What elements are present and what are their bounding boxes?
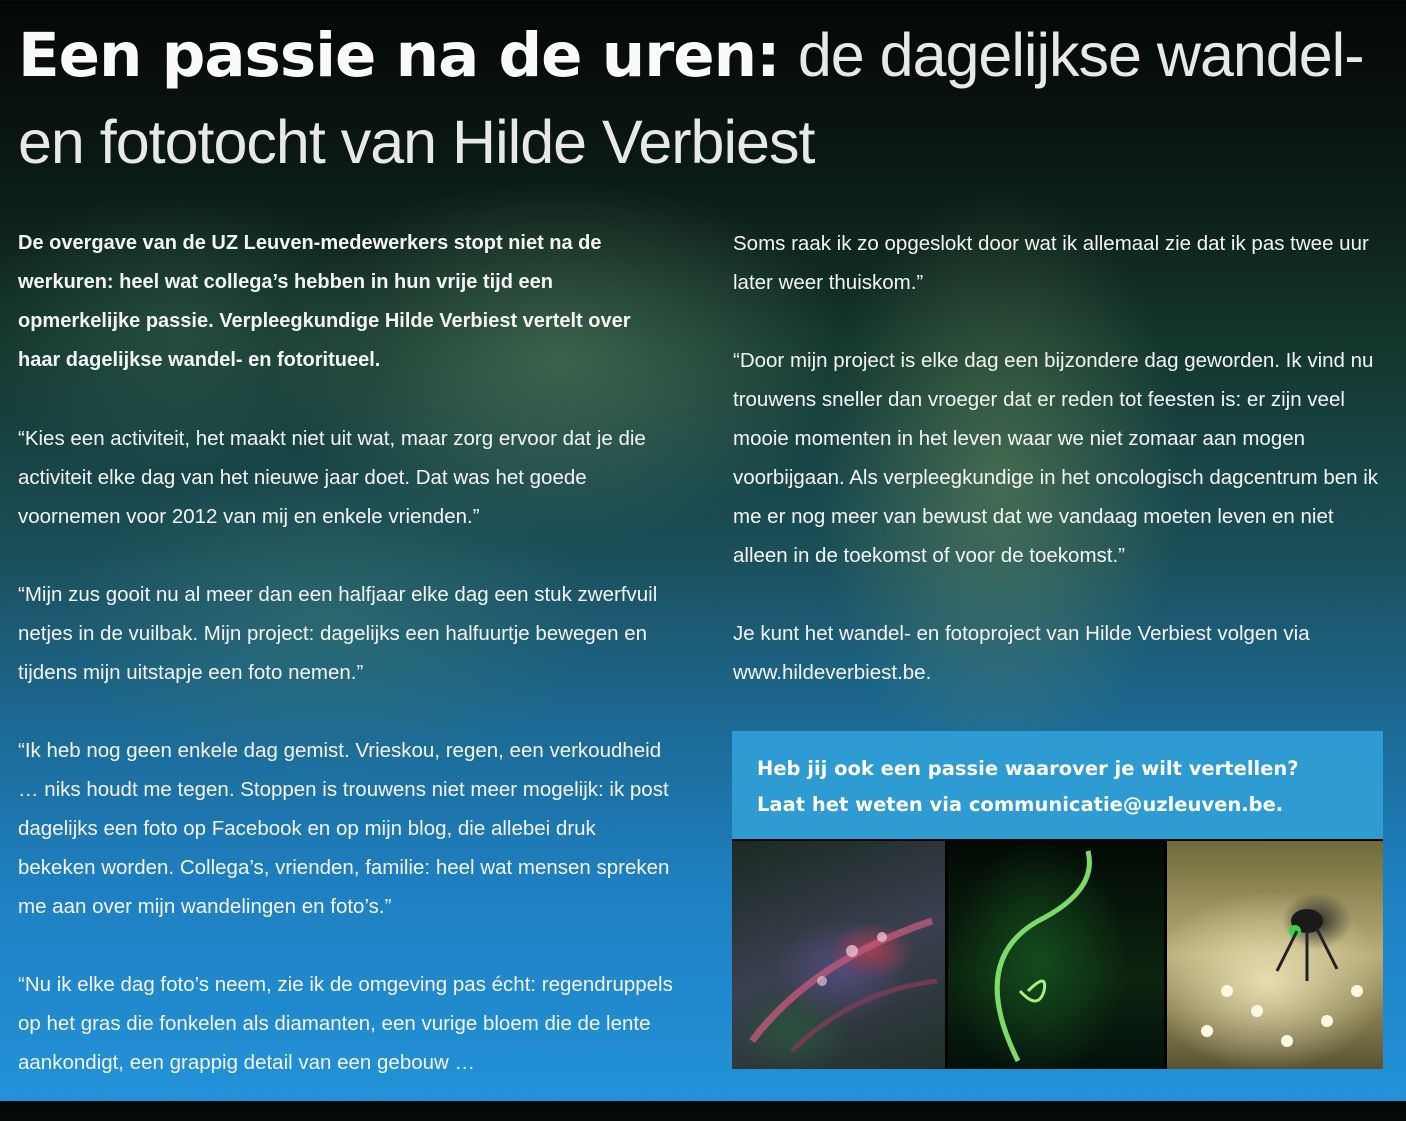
title-bold: Een passie na de uren: bbox=[18, 20, 780, 91]
paragraph: “Nu ik elke dag foto’s neem, zie ik de omgeving pas écht: regendruppels op het gras die fonkelen als diamanten, een vurige bloem die de lente aankondigt, een grappig detail van een gebouw … bbox=[18, 973, 673, 1074]
paragraph: “Door mijn project is elke dag een bijzondere dag geworden. Ik vind nu trouwens sneller dan vroeger dat er reden tot feesten is: er zijn veel mooie momenten in het leven waar we niet zomaar aan mogen voorbijgaan. Als verpleegkundige in het oncologisch dagcentrum ben ik me er nog meer van bewust dat we vandaag moeten leven en niet alleen in de toekomst of voor de toekomst.” bbox=[733, 349, 1379, 567]
photo-insect-on-flowers bbox=[1167, 841, 1383, 1069]
paragraph: “Ik heb nog geen enkele dag gemist. Vrieskou, regen, een verkoudheid … niks houdt me tegen. Stoppen is trouwens niet meer mogelijk: ik post dagelijks een foto op Facebook en op mijn blog, die allebei druk bekeken worden. Collega’s, vrienden, familie: heel wat mensen spreken me aan over mijn wandelingen en foto’s.” bbox=[18, 739, 670, 918]
article-title bbox=[18, 12, 1398, 186]
callout-line-1: Heb jij ook een passie waarover je wilt vertellen? bbox=[757, 757, 1299, 780]
callout-text bbox=[732, 731, 1383, 839]
photo-dewdrops bbox=[732, 841, 945, 1069]
photo-green-tendril bbox=[948, 841, 1164, 1069]
paragraph: “Mijn zus gooit nu al meer dan een halfjaar elke dag een stuk zwerfvuil netjes in de vuilbak. Mijn project: dagelijks een halfuurtje bewegen en tijdens mijn uitstapje een foto nemen.” bbox=[18, 583, 658, 684]
callout-line-2: Laat het weten via communicatie@uzleuven.be. bbox=[757, 793, 1284, 816]
photo-strip bbox=[732, 841, 1383, 1069]
paragraph: Je kunt het wandel- en fotoproject van Hilde Verbiest volgen via www.hildeverbiest.be. bbox=[733, 622, 1310, 684]
title-light-line1: de dagelijkse wandel- bbox=[797, 21, 1364, 89]
paragraph: Soms raak ik zo opgeslokt door wat ik allemaal zie dat ik pas twee uur later weer thuiskom.” bbox=[733, 232, 1369, 294]
title-light-line2: en fototocht van Hilde Verbiest bbox=[18, 108, 815, 176]
right-column bbox=[733, 224, 1388, 731]
left-column bbox=[18, 224, 673, 1121]
callout-box bbox=[732, 731, 1383, 1069]
intro-paragraph: De overgave van de UZ Leuven-medewerkers stopt niet na de werkuren: heel wat collega’s hebben in hun vrije tijd een opmerkelijke passie. Verpleegkundige Hilde Verbiest vertelt over haar dagelijkse wandel- en fotoritueel. bbox=[18, 232, 631, 371]
paragraph: “Kies een activiteit, het maakt niet uit wat, maar zorg ervoor dat je die activiteit elke dag van het nieuwe jaar doet. Dat was het goede voornemen voor 2012 van mij en enkele vrienden.” bbox=[18, 427, 646, 528]
